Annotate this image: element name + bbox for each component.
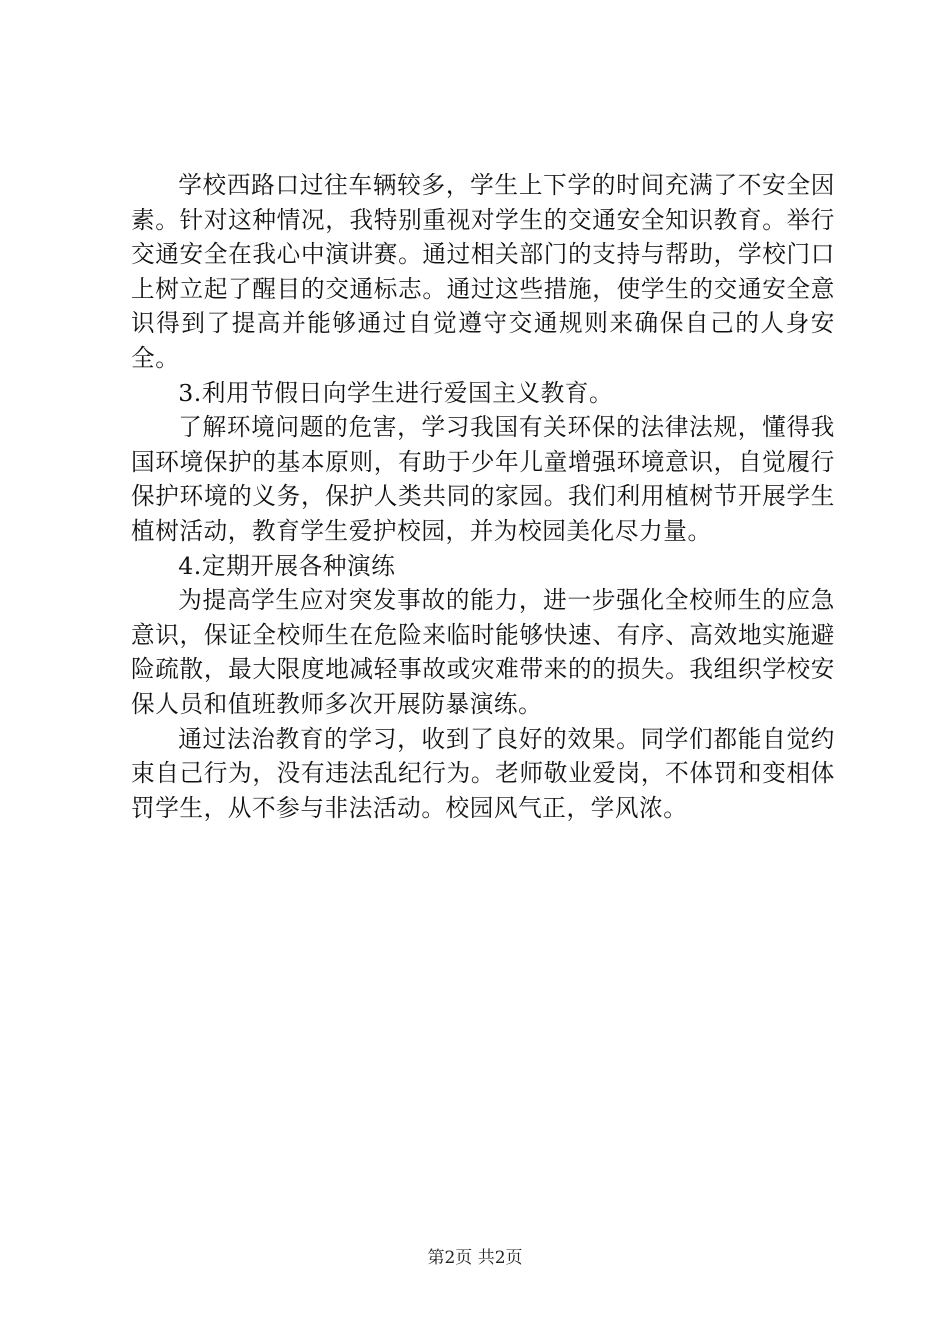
paragraph-conclusion: 通过法治教育的学习，收到了良好的效果。同学们都能自觉约束自己行为，没有违法乱纪行为。老师敬业爱岗，不体罚和变相体罚学生，从不参与非法活动。校园风气正，学风浓。 <box>131 724 835 822</box>
page-number-footer: 第2页 共2页 <box>427 1248 523 1268</box>
paragraph-traffic-safety: 学校西路口过往车辆较多，学生上下学的时间充满了不安全因素。针对这种情况，我特别重视对学生的交通安全知识教育。举行交通安全在我心中演讲赛。通过相关部门的支持与帮助，学校门口上树立起了醒目的交通标志。通过这些措施，使学生的交通安全意识得到了提高并能够通过自觉遵守交通规则来确保自己的人身安全。 <box>131 171 835 372</box>
paragraph-drills: 为提高学生应对突发事故的能力，进一步强化全校师生的应急意识，保证全校师生在危险来临时能够快速、有序、高效地实施避险疏散，最大限度地减轻事故或灾难带来的的损失。我组织学校安保人员和值班教师多次开展防暴演练。 <box>131 586 835 718</box>
document-body <box>131 168 835 825</box>
heading-drills: 4.定期开展各种演练 <box>178 551 396 580</box>
heading-patriotic-education: 3.利用节假日向学生进行爱国主义教育。 <box>178 378 614 407</box>
paragraph-environment: 了解环境问题的危害，学习我国有关环保的法律法规，懂得我国环境保护的基本原则，有助于少年儿童增强环境意识，自觉履行保护环境的义务，保护人类共同的家园。我们利用植树节开展学生植树活动，教育学生爱护校园，并为校园美化尽力量。 <box>131 413 835 545</box>
